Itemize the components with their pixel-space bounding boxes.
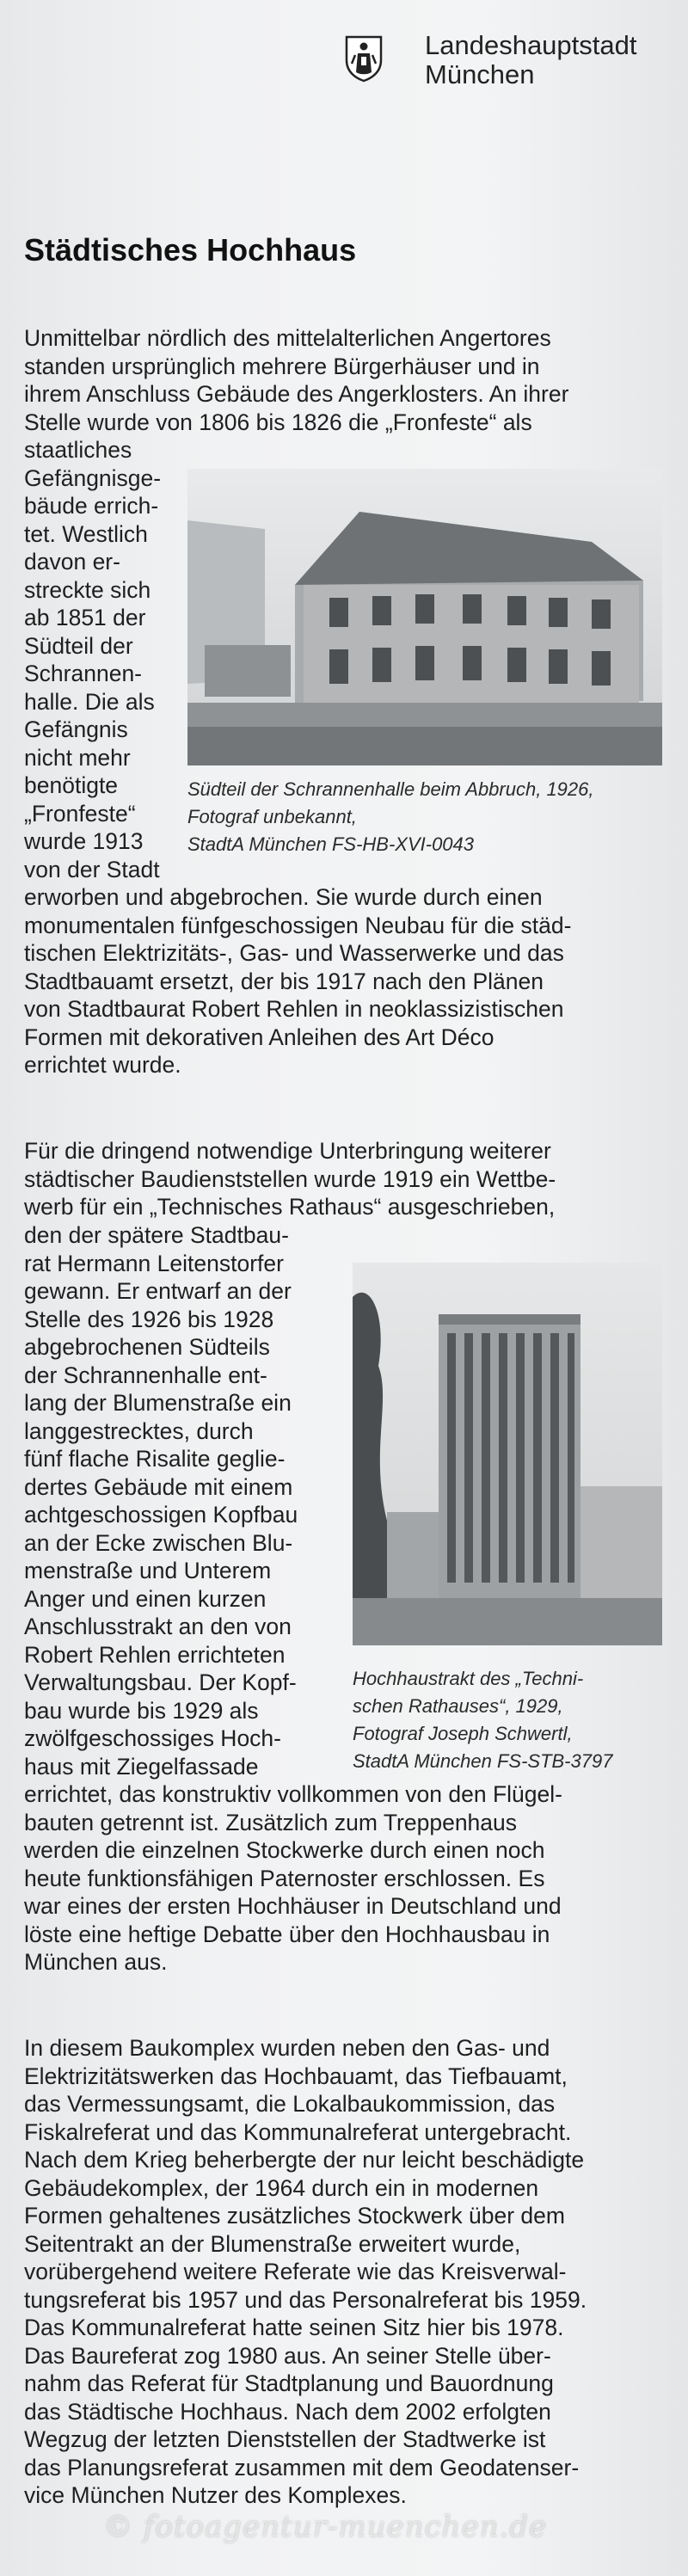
section2-photo-caption: Hochhaustrakt des „Techni- schen Rathauses“, 1929, Fotograf Joseph Schwertl, StadtA München FS-STB-3797 [353, 1668, 613, 1772]
section1-left-column: staatliches Gefängnisge- bäude errich- tet. Westlich davon er- streckte sich ab 1851 der Südteil der Schrannen- halle. Die als Gefängnis nicht mehr benötigte „Fronfeste“ wurde 1913 von der Stadt [24, 437, 162, 882]
section2-left-column: den der spätere Stadtbau- rat Hermann Leitenstorfer gewann. Er entwarf an der Stelle des 1926 bis 1928 abgebrochenen Südteils der Schrannenhalle ent- lang der Blumenstraße ein langgestrecktes, durch fünf flache Risalite geglie- dertes Gebäude mit einem achtgeschossigen Kopfbau an der Ecke zwischen Blu- menstraße und Unterem Anger und einen kurzen Anschlusstrakt an den von Robert Rehlen errichteten Verwaltungsbau. Der Kopf- bau wurde bis 1929 als zwölfgeschossiges Hoch- haus mit Ziegelfassade [24, 1222, 298, 1780]
schrannenhalle-demolition-photo [187, 469, 662, 765]
section1-continuation: erworben und abgebrochen. Sie wurde durch einen monumentalen fünfgeschossigen Neubau für die städ- tischen Elektrizitäts-, Gas- und Wasserwerke und das Stadtbauamt ersetzt, der bis 1917 nach den Plänen von Stadtbaurat Robert Rehlen in neoklassizistischen Formen mit dekorativen Anleihen des Art Déco errichtet wurde. [24, 884, 572, 1078]
section3-text: In diesem Baukomplex wurden neben den Gas- und Elektrizitätswerken das Hochbauamt, das Tiefbauamt, das Vermessungsamt, die Lokalbaukommission, das Fiskalreferat und das Kommunalreferat untergebracht. Nach dem Krieg beherbergte der nur leicht beschädigte Gebäudekomplex, der 1964 durch ein in modernen Formen gehaltenes zusätzliches Stockwerk über dem Seitentrakt an der Blumenstraße erweitert wurde, vorübergehend weitere Referate wie das Kreisverwal- tungsreferat bis 1957 und das Personalreferat bis 1959. Das Kommunalreferat hatte seinen Sitz hier bis 1978. Das Baureferat zog 1980 aus. An seiner Stelle über- nahm das Referat für Stadtplanung und Bauordnung das Städtische Hochhaus. Nach dem 2002 erfolgten Wegzug der letzten Dienststellen der Stadtwerke ist das Planungsreferat zusammen mit dem Geodatenser- vice München Nutzer des Komplexes. [24, 2035, 587, 2508]
section1-intro: Unmittelbar nördlich des mittelalterlichen Angertores standen ursprünglich mehrere Bürgerhäuser und in ihrem Anschluss Gebäude des Angerklosters. An ihrer Stelle wurde von 1806 bis 1826 die „Fronfeste“ als [24, 325, 569, 435]
munich-coat-of-arms-icon [344, 34, 384, 83]
city-name [425, 31, 637, 89]
city-name-line2: München [425, 59, 535, 89]
city-name-line1: Landeshauptstadt [425, 30, 637, 60]
watermark: © fotoagentur-muenchen.de [103, 2510, 548, 2544]
technisches-rathaus-photo [353, 1263, 662, 1645]
section2-intro: Für die dringend notwendige Unterbringung weiterer städtischer Baudienststellen wurde 1919 ein Wettbe- werb für ein „Technisches Rathaus“ ausgeschrieben, [24, 1138, 556, 1220]
section1-photo-caption: Südteil der Schrannenhalle beim Abbruch, 1926, Fotograf unbekannt, StadtA München FS-HB-XVI-0043 [187, 778, 594, 855]
section2-continuation: errichtet, das konstruktiv vollkommen von den Flügel- bauten getrennt ist. Zusätzlich zum Treppenhaus werden die einzelnen Stockwerke durch einen noch heute funktionsfähigen Paternoster erschlossen. Es war eines der ersten Hochhäuser in Deutschland und löste eine heftige Debatte über den Hochhausbau in München aus. [24, 1781, 562, 1975]
page-title: Städtisches Hochhaus [24, 232, 357, 267]
